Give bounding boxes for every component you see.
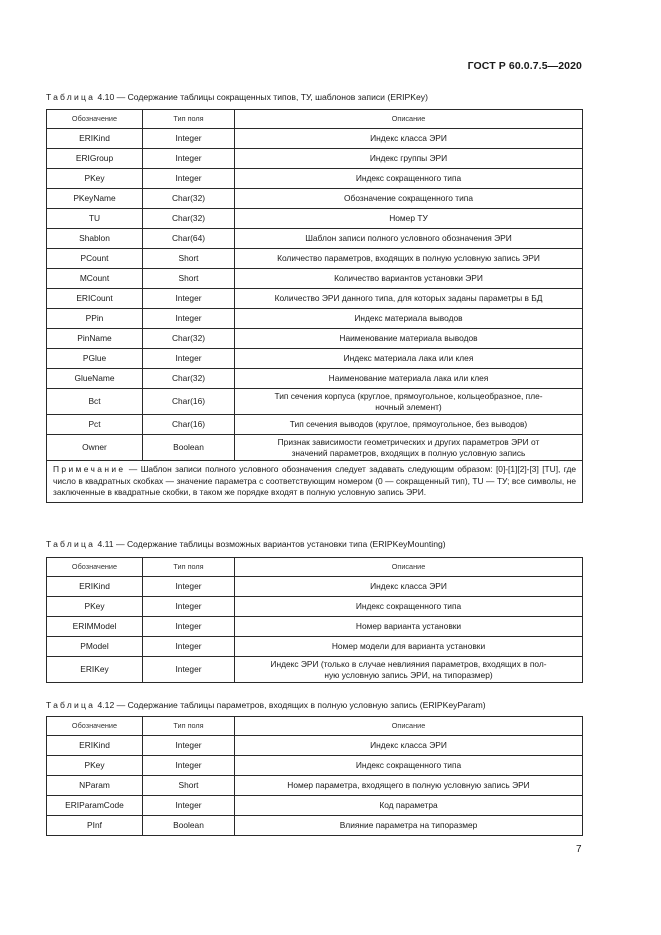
cell-description: Номер варианта установки [235, 617, 583, 637]
table-caption-text: 4.10 — Содержание таблицы сокращенных типов, ТУ, шаблонов записи (ERIPKey) [97, 92, 428, 102]
column-header-field-type: Тип поля [143, 558, 235, 577]
cell-description: Индекс сокращенного типа [235, 756, 583, 776]
cell-description: Индекс класса ЭРИ [235, 736, 583, 756]
table-header-row [47, 717, 583, 736]
cell-description: Шаблон записи полного условного обозначения ЭРИ [235, 229, 583, 249]
cell-designation: ERIParamCode [47, 796, 143, 816]
cell-field-type: Integer [143, 637, 235, 657]
cell-description: Наименование материала выводов [235, 329, 583, 349]
cell-field-type: Integer [143, 657, 235, 683]
cell-description: Наименование материала лака или клея [235, 369, 583, 389]
table-4-11-caption [46, 539, 446, 549]
cell-description: Номер параметра, входящего в полную условную запись ЭРИ [235, 776, 583, 796]
column-header-field-type: Тип поля [143, 110, 235, 129]
table-row [47, 415, 583, 435]
cell-designation: ERIGroup [47, 149, 143, 169]
cell-field-type: Integer [143, 756, 235, 776]
table-note [47, 461, 583, 503]
table-row [47, 129, 583, 149]
note-label: Примечание [53, 464, 126, 474]
cell-designation: PinName [47, 329, 143, 349]
cell-description: Номер модели для варианта установки [235, 637, 583, 657]
column-header-designation: Обозначение [47, 110, 143, 129]
cell-designation: ERIKind [47, 577, 143, 597]
cell-description: Индекс сокращенного типа [235, 597, 583, 617]
cell-description: Влияние параметра на типоразмер [235, 816, 583, 836]
table-header-row [47, 110, 583, 129]
cell-designation: PInf [47, 816, 143, 836]
cell-designation: NParam [47, 776, 143, 796]
table-row [47, 736, 583, 756]
cell-field-type: Char(16) [143, 389, 235, 415]
cell-designation: TU [47, 209, 143, 229]
table-row [47, 269, 583, 289]
column-header-description: Описание [235, 717, 583, 736]
cell-description: Индекс класса ЭРИ [235, 577, 583, 597]
cell-description: Обозначение сокращенного типа [235, 189, 583, 209]
column-header-description: Описание [235, 558, 583, 577]
table-header-row [47, 558, 583, 577]
cell-field-type: Boolean [143, 816, 235, 836]
cell-designation: Shablon [47, 229, 143, 249]
cell-designation: PKeyName [47, 189, 143, 209]
table-row [47, 209, 583, 229]
cell-field-type: Char(32) [143, 189, 235, 209]
cell-field-type: Integer [143, 577, 235, 597]
cell-description: Тип сечения выводов (круглое, прямоугольное, без выводов) [235, 415, 583, 435]
column-header-designation: Обозначение [47, 717, 143, 736]
cell-description: Количество параметров, входящих в полную условную запись ЭРИ [235, 249, 583, 269]
table-row [47, 149, 583, 169]
cell-designation: GlueName [47, 369, 143, 389]
table-label: Таблица [46, 539, 96, 549]
table-row [47, 289, 583, 309]
cell-description: Признак зависимости геометрических и других параметров ЭРИ от значений параметров, входящих в полную условную запись [235, 435, 583, 461]
cell-description: Индекс класса ЭРИ [235, 129, 583, 149]
standard-number: ГОСТ Р 60.0.7.5—2020 [467, 60, 582, 72]
table-row [47, 309, 583, 329]
table-row [47, 369, 583, 389]
cell-field-type: Integer [143, 796, 235, 816]
table-4-11 [46, 557, 583, 683]
table-row [47, 349, 583, 369]
table-row [47, 249, 583, 269]
cell-designation: PModel [47, 637, 143, 657]
cell-designation: PPin [47, 309, 143, 329]
cell-designation: PKey [47, 169, 143, 189]
cell-designation: PCount [47, 249, 143, 269]
column-header-field-type: Тип поля [143, 717, 235, 736]
table-caption-text: 4.12 — Содержание таблицы параметров, входящих в полную условную запись (ERIPKeyParam) [97, 700, 486, 710]
note-text: — Шаблон записи полного условного обозначения следует задавать следующим образом: [0]-[1][2]-[3] [TU], где число в квадратных скобках — значение параметра с соответствующим номером (0 — сокращенный тип), TU — ТУ; все символы, не заключенные в квадратные скобки, в таком же порядке входят в полную условную запись ЭРИ. [53, 464, 576, 497]
cell-field-type: Integer [143, 169, 235, 189]
table-row [47, 597, 583, 617]
table-4-12 [46, 716, 583, 836]
column-header-description: Описание [235, 110, 583, 129]
cell-designation: PKey [47, 597, 143, 617]
cell-designation: ERIMModel [47, 617, 143, 637]
table-row [47, 329, 583, 349]
cell-description: Номер ТУ [235, 209, 583, 229]
table-row [47, 435, 583, 461]
cell-field-type: Char(32) [143, 209, 235, 229]
table-row [47, 189, 583, 209]
table-row [47, 657, 583, 683]
column-header-designation: Обозначение [47, 558, 143, 577]
cell-field-type: Integer [143, 309, 235, 329]
table-row [47, 796, 583, 816]
cell-field-type: Short [143, 776, 235, 796]
cell-designation: PKey [47, 756, 143, 776]
cell-designation: Bct [47, 389, 143, 415]
table-4-10 [46, 109, 583, 503]
table-row [47, 617, 583, 637]
cell-field-type: Integer [143, 149, 235, 169]
cell-field-type: Char(64) [143, 229, 235, 249]
cell-field-type: Integer [143, 289, 235, 309]
cell-field-type: Integer [143, 617, 235, 637]
table-label: Таблица [46, 700, 96, 710]
cell-designation: ERIKind [47, 736, 143, 756]
table-row [47, 577, 583, 597]
cell-field-type: Integer [143, 349, 235, 369]
cell-field-type: Boolean [143, 435, 235, 461]
cell-description: Индекс группы ЭРИ [235, 149, 583, 169]
table-row [47, 169, 583, 189]
cell-field-type: Integer [143, 597, 235, 617]
cell-designation: Owner [47, 435, 143, 461]
cell-field-type: Char(16) [143, 415, 235, 435]
cell-field-type: Integer [143, 129, 235, 149]
table-row [47, 637, 583, 657]
cell-field-type: Char(32) [143, 369, 235, 389]
cell-designation: ERICount [47, 289, 143, 309]
cell-designation: MCount [47, 269, 143, 289]
cell-description: Код параметра [235, 796, 583, 816]
cell-description: Индекс материала выводов [235, 309, 583, 329]
table-row [47, 816, 583, 836]
cell-field-type: Short [143, 249, 235, 269]
cell-designation: ERIKind [47, 129, 143, 149]
table-row [47, 389, 583, 415]
page-number: 7 [576, 844, 582, 855]
cell-description: Индекс материала лака или клея [235, 349, 583, 369]
table-row [47, 229, 583, 249]
cell-description: Индекс сокращенного типа [235, 169, 583, 189]
cell-field-type: Char(32) [143, 329, 235, 349]
cell-description: Количество вариантов установки ЭРИ [235, 269, 583, 289]
table-4-12-caption [46, 700, 486, 710]
cell-designation: PGlue [47, 349, 143, 369]
table-caption-text: 4.11 — Содержание таблицы возможных вариантов установки типа (ERIPKeyMounting) [97, 539, 446, 549]
table-note-row [47, 461, 583, 503]
table-label: Таблица [46, 92, 96, 102]
cell-description: Тип сечения корпуса (круглое, прямоугольное, кольцеобразное, пле- ночный элемент) [235, 389, 583, 415]
table-row [47, 756, 583, 776]
table-4-10-caption [46, 92, 428, 102]
cell-designation: Pct [47, 415, 143, 435]
cell-description: Количество ЭРИ данного типа, для которых заданы параметры в БД [235, 289, 583, 309]
cell-designation: ERIKey [47, 657, 143, 683]
cell-field-type: Integer [143, 736, 235, 756]
cell-field-type: Short [143, 269, 235, 289]
table-row [47, 776, 583, 796]
cell-description: Индекс ЭРИ (только в случае невлияния параметров, входящих в пол- ную условную запись ЭРИ, на типоразмер) [235, 657, 583, 683]
